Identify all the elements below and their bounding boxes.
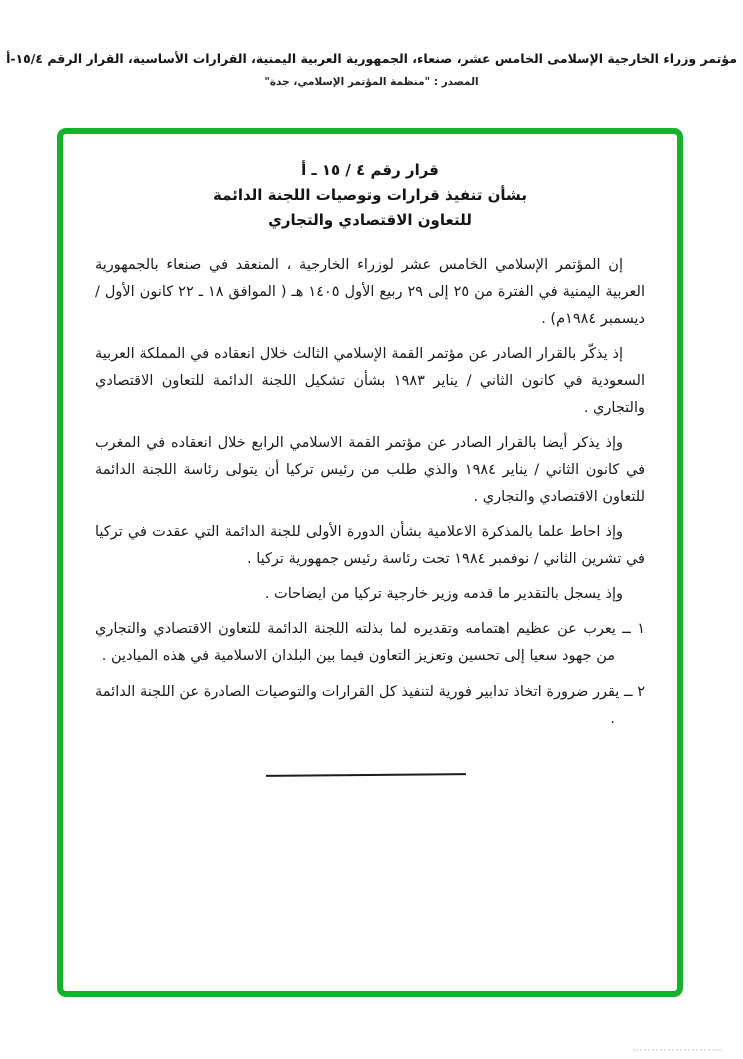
scan-artifact bbox=[633, 1049, 721, 1051]
end-divider bbox=[266, 773, 466, 777]
document-frame bbox=[57, 128, 683, 997]
preamble-paragraph-2: إذ يذكّر بالقرار الصادر عن مؤتمر القمة الإسلامي الثالث خلال انعقاده في المملكة العربية السعودية في كانون الثاني / يناير ١٩٨٣ بشأن تشكيل اللجنة الدائمة للتعاون الاقتصادي والتجاري . bbox=[95, 346, 645, 416]
item-1-marker: ١ ــ bbox=[622, 621, 645, 637]
page-header bbox=[0, 50, 743, 89]
operative-item-2 bbox=[95, 679, 645, 733]
item-2-marker: ٢ ــ bbox=[624, 684, 646, 700]
item-2-text: يقرر ضرورة اتخاذ تدابير فورية لتنفيذ كل القرارات والتوصيات الصادرة عن اللجنة الدائمة . bbox=[95, 684, 620, 727]
preamble-paragraph-1: إن المؤتمر الإسلامي الخامس عشر لوزراء الخارجية ، المنعقد في صنعاء بالجمهورية العربية اليمنية في الفترة من ٢٥ إلى ٢٩ ربيع الأول ١٤٠٥ هـ ( الموافق ١٨ ـ ٢٢ كانون الأول / ديسمبر ١٩٨٤م) . bbox=[95, 257, 645, 327]
operative-section bbox=[95, 616, 645, 733]
preamble-paragraph-4: وإذ احاط علما بالمذكرة الاعلامية بشأن الدورة الأولى للجنة الدائمة التي عقدت في تركيا في تشرين الثاني / نوفمبر ١٩٨٤ تحت رئاسة رئيس جمهورية تركيا . bbox=[95, 524, 645, 567]
title-line-subject: بشأن تنفيذ قرارات وتوصيات اللجنة الدائمة bbox=[213, 186, 527, 204]
title-line-number: قرار رقم ٤ / ١٥ ـ أ bbox=[301, 161, 439, 179]
title-line-committee: للتعاون الاقتصادي والتجاري bbox=[268, 211, 472, 229]
preamble-section bbox=[95, 252, 645, 608]
preamble-paragraph-5: وإذ يسجل بالتقدير ما قدمه وزير خارجية تركيا من ايضاحات . bbox=[264, 586, 623, 602]
source-line: المصدر : "منظمة المؤتمر الإسلامي، جدة" bbox=[264, 76, 479, 88]
document-body bbox=[63, 134, 677, 776]
operative-item-1 bbox=[95, 616, 645, 670]
preamble-paragraph-3: وإذ يذكر أيضا بالقرار الصادر عن مؤتمر القمة الاسلامي الرابع خلال انعقاده في المغرب في كانون الثاني / يناير ١٩٨٤ والذي طلب من رئيس تركيا أن يتولى رئاسة اللجنة الدائمة للتعاون الاقتصادي والتجاري . bbox=[95, 435, 646, 505]
item-1-text: يعرب عن عظيم اهتمامه وتقديره لما بذلته اللجنة الدائمة للتعاون الاقتصادي والتجاري من جهود سعيا إلى تحسين وتعزيز التعاون فيما بين البلدان الاسلامية في هذه الميادين . bbox=[95, 621, 616, 664]
citation-line: مؤتمر وزراء الخارجية الإسلامى الخامس عشر، صنعاء، الجمهورية العربية اليمنية، القرارات الأساسية، القرار الرقم ١٥/٤-أ bbox=[6, 51, 737, 66]
resolution-title bbox=[95, 158, 645, 233]
